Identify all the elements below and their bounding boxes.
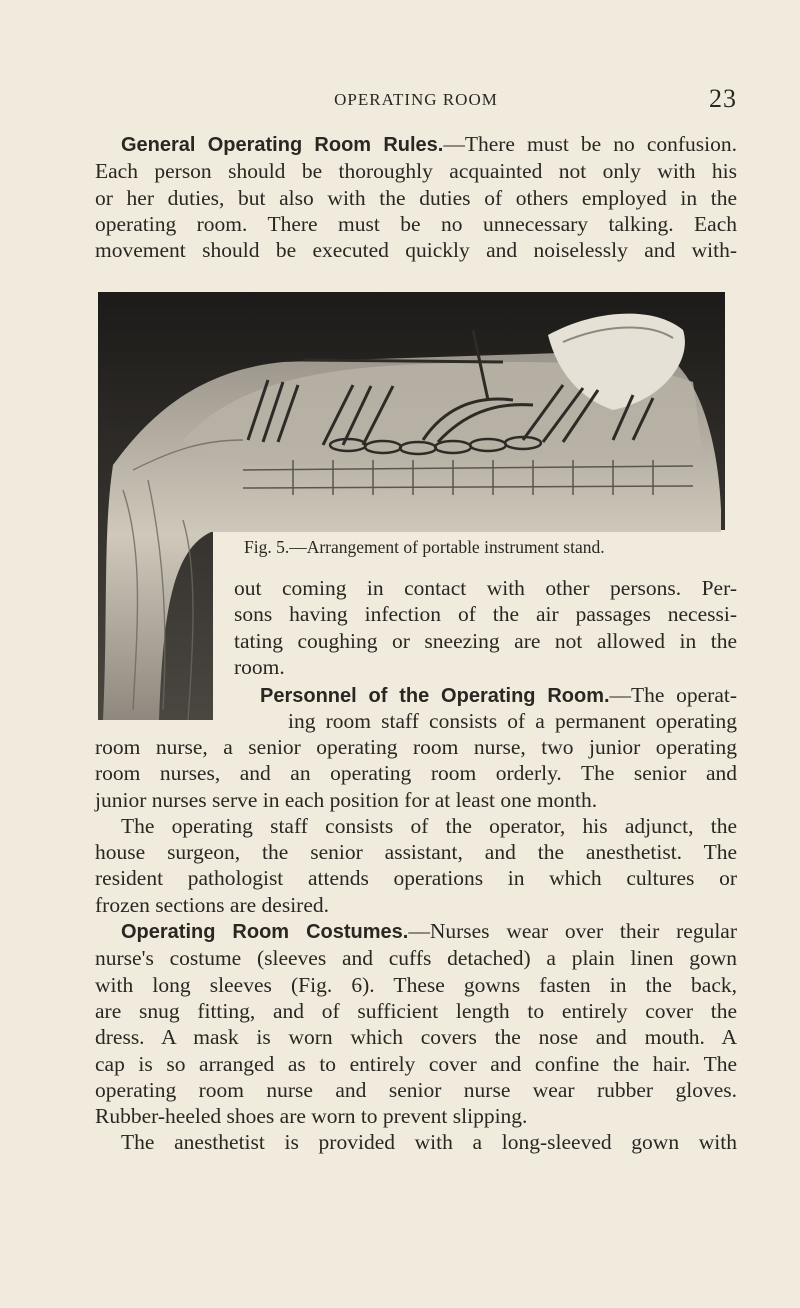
- body-line: —There must be no confusion.: [443, 132, 737, 156]
- body-line: sons having infection of the air passages necessi-: [234, 602, 737, 627]
- body-line: frozen sections are desired.: [95, 892, 330, 917]
- body-line: house surgeon, the senior assistant, and the anesthetist. The: [95, 840, 737, 865]
- body-line: nurse's costume (sleeves and cuffs detached) a plain linen gown: [95, 946, 737, 971]
- body-line: operating room. There must be no unnecessary talking. Each: [95, 211, 737, 236]
- personnel-paragraph-narrow: [288, 708, 737, 734]
- continued-paragraph: [234, 575, 737, 680]
- page-number: 23: [709, 84, 737, 113]
- general-rules-paragraph: [95, 131, 737, 263]
- body-line: are snug fitting, and of sufficient length to entirely cover the: [95, 998, 737, 1023]
- general-rules-heading: General Operating Room Rules.: [121, 134, 444, 156]
- body-line: room.: [234, 654, 285, 679]
- body-line: The operating staff consists of the operator, his adjunct, the: [121, 813, 737, 838]
- body-line: movement should be executed quickly and noiselessly and with-: [95, 238, 737, 263]
- personnel-paragraph-start: [234, 682, 737, 709]
- body-line: —The operat-: [609, 683, 737, 707]
- body-line: resident pathologist attends operations in which cultures or: [95, 866, 737, 891]
- body-line: with long sleeves (Fig. 6). These gowns fasten in the back,: [95, 972, 737, 997]
- body-line: Each person should be thoroughly acquainted not only with his: [95, 159, 737, 184]
- body-line: room nurse, a senior operating room nurse, two junior operating: [95, 735, 737, 759]
- body-line: room nurses, and an operating room orderly. The senior and: [95, 761, 737, 786]
- costumes-heading: Operating Room Costumes.: [121, 921, 409, 944]
- body-line: ing room staff consists of a permanent operating: [288, 709, 737, 733]
- body-line: —Nurses wear over their regular: [408, 919, 737, 944]
- body-line: The anesthetist is provided with a long-sleeved gown with: [121, 1130, 737, 1155]
- body-line: junior nurses serve in each position for at least one month.: [95, 787, 598, 812]
- body-line: tating coughing or sneezing are not allowed in the: [234, 628, 737, 653]
- personnel-heading: Personnel of the Operating Room.: [260, 685, 610, 707]
- body-line: dress. A mask is worn which covers the nose and mouth. A: [95, 1025, 737, 1050]
- body-line: operating room nurse and senior nurse wear rubber gloves.: [95, 1077, 737, 1102]
- figure-caption: Fig. 5.—Arrangement of portable instrument stand.: [244, 537, 605, 557]
- running-head: [95, 84, 737, 118]
- body-line: out coming in contact with other persons. Per-: [234, 576, 737, 600]
- body-line: or her duties, but also with the duties of others employed in the: [95, 185, 737, 210]
- personnel-paragraph: [95, 734, 737, 1156]
- running-title: OPERATING ROOM: [334, 90, 498, 109]
- body-line: cap is so arranged as to entirely cover and confine the hair. The: [95, 1051, 737, 1076]
- body-line: Rubber-heeled shoes are worn to prevent slipping.: [95, 1104, 528, 1129]
